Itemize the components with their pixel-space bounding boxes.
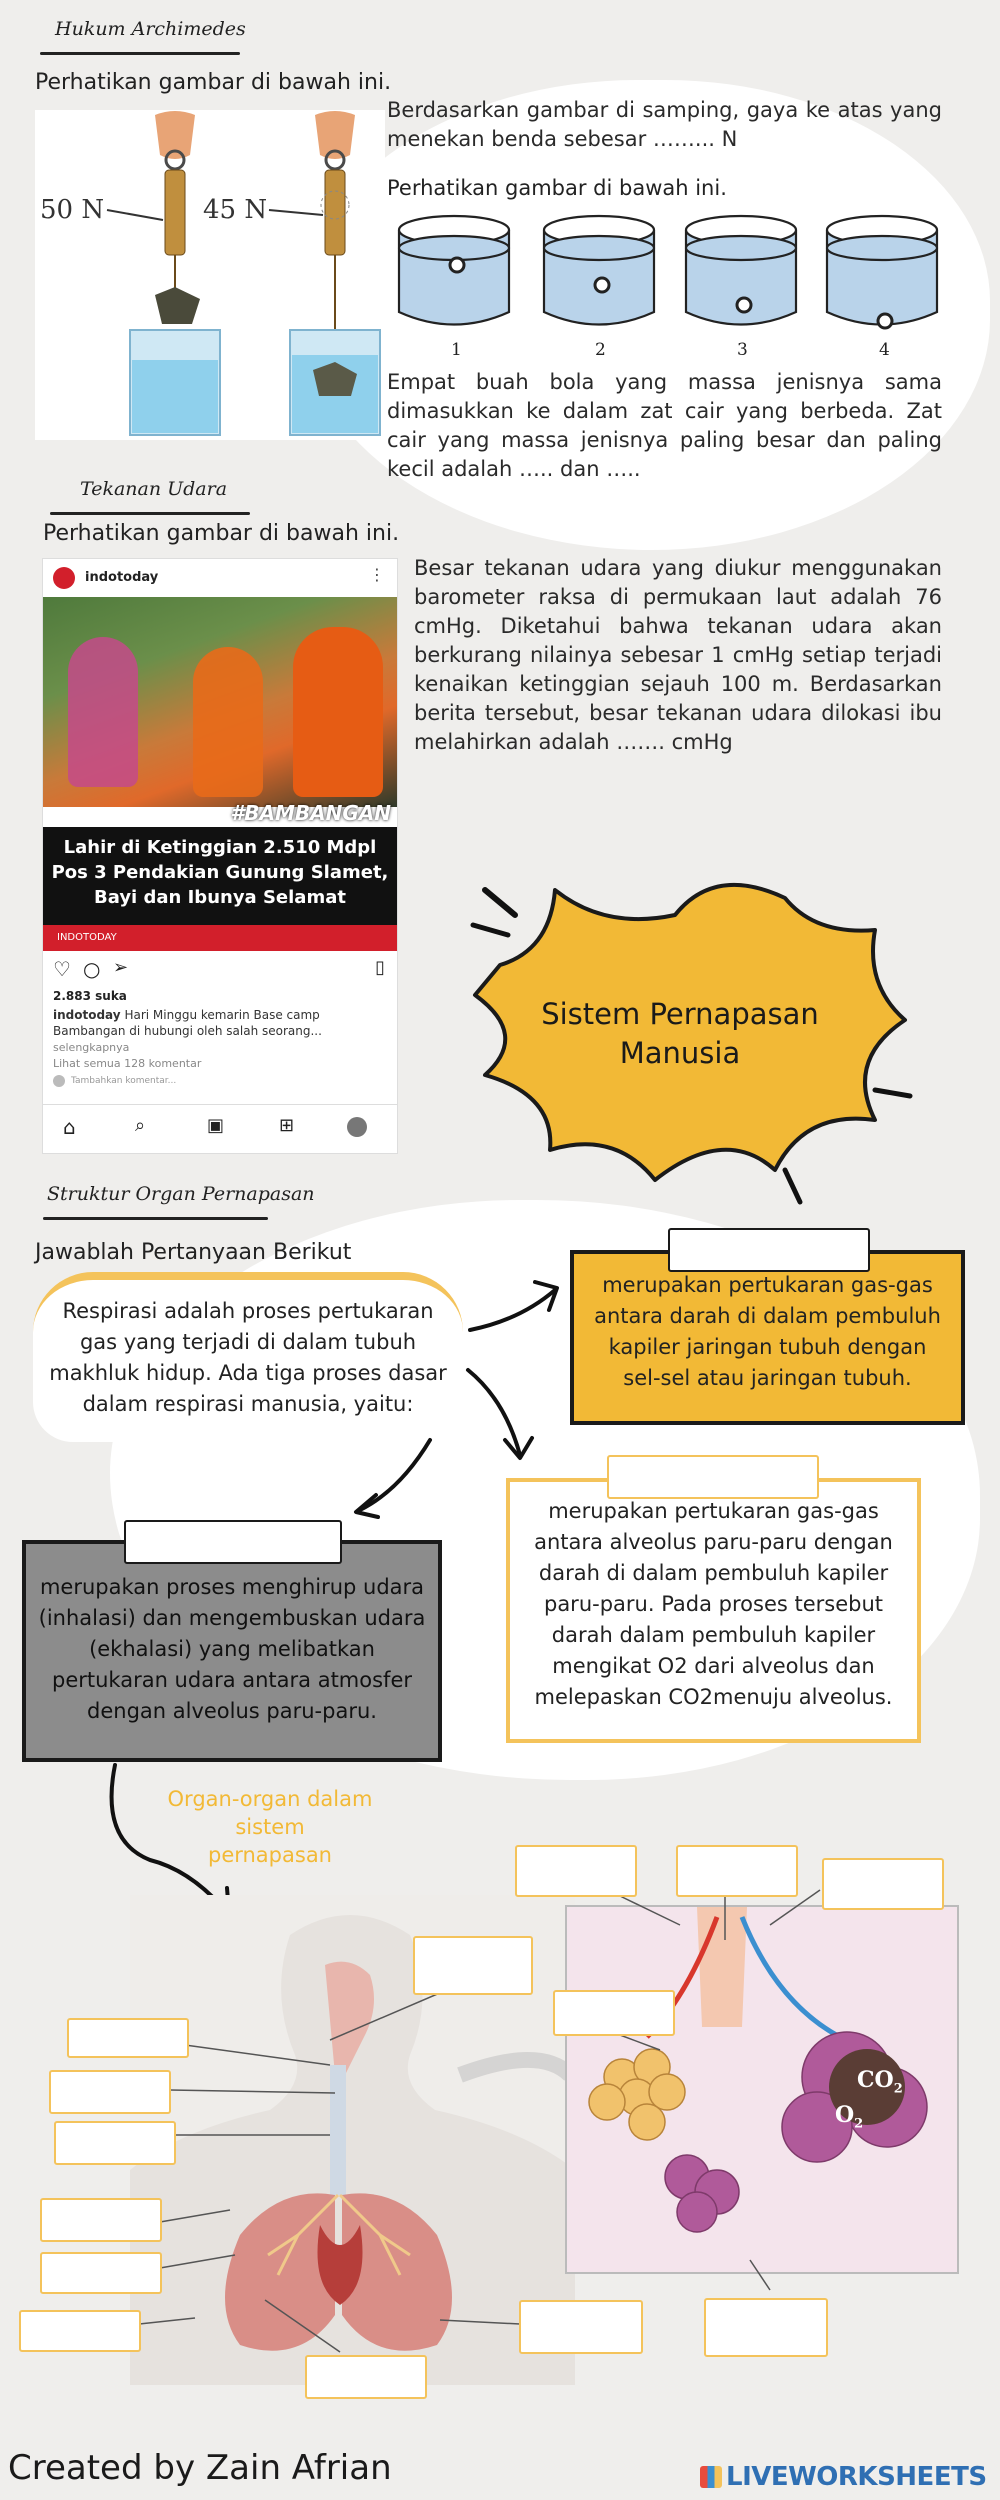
organ-input[interactable] xyxy=(42,2254,160,2292)
profile-icon[interactable] xyxy=(347,1117,367,1137)
external-respiration-input[interactable] xyxy=(609,1457,817,1497)
four-cups-diagram xyxy=(395,208,945,363)
organs-title-line-2: pernapasan xyxy=(207,1843,332,1867)
organ-label-answer-8[interactable] xyxy=(519,2300,643,2354)
co2-subscript: 2 xyxy=(893,2081,903,2097)
cup-label-1: 1 xyxy=(451,340,462,360)
cup-label-2: 2 xyxy=(595,340,606,360)
archimedes-spring-scale-image xyxy=(35,110,385,440)
comment-avatar xyxy=(53,1075,65,1087)
ventilation-answer[interactable] xyxy=(124,1520,342,1564)
external-respiration-text: merupakan pertukaran gas-gas antara alveolus paru-paru dengan darah di dalam pembuluh kapiler paru-paru. Pada proses tersebut darah dalam pembuluh kapiler mengikat O2 dari alveolus dan melepaskan CO2menuju alveolus. xyxy=(534,1499,893,1709)
organ-input[interactable] xyxy=(824,1860,942,1908)
organ-label-answer-1[interactable] xyxy=(67,2018,189,2058)
organ-input[interactable] xyxy=(678,1847,796,1895)
headline-line-3: Bayi dan Ibunya Selamat xyxy=(94,887,346,908)
organ-label-answer-6[interactable] xyxy=(19,2310,141,2352)
heading-underline xyxy=(43,1217,268,1220)
archimedes-instruction-2: Perhatikan gambar di bawah ini. xyxy=(387,176,727,200)
pressure-instruction: Perhatikan gambar di bawah ini. xyxy=(43,521,400,546)
archimedes-question-2: Empat buah bola yang massa jenisnya sama dimasukkan ke dalam zat cair yang berbeda. Zat cair yang massa jenisnya paling besar dan paling kecil adalah ….. dan ….. xyxy=(387,370,942,481)
alveoli-label-answer-1[interactable] xyxy=(515,1845,637,1897)
burst-title-line-2: Manusia xyxy=(619,1036,741,1070)
shop-icon[interactable]: ⊞ xyxy=(279,1115,295,1136)
bottom-nav-bar xyxy=(43,1104,397,1153)
like-icon[interactable]: ♡ xyxy=(53,957,71,981)
o2-label xyxy=(835,2102,863,2131)
organ-label-answer-7[interactable] xyxy=(305,2355,427,2399)
organ-input[interactable] xyxy=(517,1847,635,1895)
share-icon[interactable]: ➢ xyxy=(113,957,129,978)
organ-label-answer-2[interactable] xyxy=(49,2070,171,2114)
headline-line-1: Lahir di Ketinggian 2.510 Mdpl xyxy=(63,837,377,858)
headline-line-2: Pos 3 Pendakian Gunung Slamet, xyxy=(51,862,389,883)
search-icon[interactable]: ⌕ xyxy=(135,1115,146,1136)
caption-account: indotoday xyxy=(53,1008,121,1022)
internal-respiration-text: merupakan pertukaran gas-gas antara darah di dalam pembuluh kapiler jaringan tubuh dengan sel-sel atau jaringan tubuh. xyxy=(594,1273,941,1390)
organ-input[interactable] xyxy=(42,2200,160,2240)
o2-text: O xyxy=(835,2102,855,2128)
external-respiration-answer[interactable] xyxy=(607,1455,819,1499)
comment-icon[interactable]: ○ xyxy=(83,957,101,981)
ventilation-input[interactable] xyxy=(126,1522,340,1562)
respiration-prompt: Jawablah Pertanyaan Berikut xyxy=(35,1240,352,1265)
burst-title-line-1: Sistem Pernapasan xyxy=(541,997,819,1031)
burst-shape xyxy=(455,870,915,1210)
cup-label-4: 4 xyxy=(879,340,890,360)
add-comment-placeholder: Tambahkan komentar... xyxy=(71,1076,177,1086)
post-account: indotoday xyxy=(85,570,159,585)
news-photo xyxy=(43,597,397,807)
pressure-question: Besar tekanan udara yang diukur menggunakan barometer raksa di permukaan laut adalah 76 cmHg. Diketahui bahwa tekanan udara akan berkurang nilainya sebesar 1 cmHg setiap terjadi kenaikan ketinggian sejauh 100 m. Berdasarkan berita tersebut, besar tekanan udara dilokasi ibu melahirkan adalah ……. cmHg xyxy=(414,556,942,754)
caption-text: Hari Minggu kemarin Base camp Bambangan di hubungi oleh salah seorang... xyxy=(53,1008,322,1038)
internal-respiration-input[interactable] xyxy=(670,1230,868,1270)
liveworksheets-logo-icon xyxy=(700,2466,722,2488)
internal-respiration-card xyxy=(570,1250,965,1425)
organ-label-answer-4[interactable] xyxy=(40,2198,162,2242)
organ-input[interactable] xyxy=(69,2020,187,2056)
external-respiration-card xyxy=(506,1478,921,1743)
archimedes-heading: Hukum Archimedes xyxy=(55,18,246,40)
pressure-heading: Tekanan Udara xyxy=(80,478,228,500)
organ-label-answer-5[interactable] xyxy=(40,2252,162,2294)
cup-label-3: 3 xyxy=(737,340,748,360)
post-caption xyxy=(53,1007,383,1039)
home-icon[interactable]: ⌂ xyxy=(63,1115,76,1139)
heading-underline xyxy=(40,52,240,55)
scale-left-reading: 50 N xyxy=(40,195,105,225)
more-options-icon[interactable]: ⋮ xyxy=(369,565,385,584)
organ-input[interactable] xyxy=(706,2300,826,2355)
organ-input[interactable] xyxy=(521,2302,641,2352)
organ-label-answer-3[interactable] xyxy=(54,2121,176,2165)
add-comment-field[interactable] xyxy=(53,1075,273,1087)
ventilation-card xyxy=(22,1540,442,1762)
credit-text: Created by Zain Afrian xyxy=(8,2448,392,2488)
organs-title-line-1: Organ-organ dalam sistem xyxy=(167,1787,373,1839)
alveoli-label-answer-3[interactable] xyxy=(822,1858,944,1910)
co2-text: CO xyxy=(857,2067,894,2093)
ventilation-text: merupakan proses menghirup udara (inhalasi) dan mengembuskan udara (ekhalasi) yang melibatkan pertukaran udara antara atmosfer dengan alveolus paru-paru. xyxy=(38,1575,426,1723)
post-avatar xyxy=(53,567,75,589)
alveoli-label-answer-5[interactable] xyxy=(704,2298,828,2357)
organ-input[interactable] xyxy=(51,2072,169,2112)
alveoli-label-answer-4[interactable] xyxy=(553,1990,675,2036)
liveworksheets-brand[interactable]: LIVEWORKSHEETS xyxy=(726,2462,987,2492)
organ-input[interactable] xyxy=(555,1992,673,2034)
headline-block xyxy=(43,827,397,937)
respiration-heading: Struktur Organ Pernapasan xyxy=(47,1183,315,1205)
organ-input[interactable] xyxy=(307,2357,425,2397)
source-bar: INDOTODAY xyxy=(43,925,397,951)
instagram-post-screenshot xyxy=(42,558,398,1154)
archimedes-question-1: Berdasarkan gambar di samping, gaya ke atas yang menekan benda sebesar ……... N xyxy=(387,98,942,151)
caption-more-link[interactable]: selengkapnya xyxy=(53,1041,130,1054)
scale-right-reading: 45 N xyxy=(203,195,268,225)
intro-card xyxy=(33,1272,463,1442)
likes-count: 2.883 suka xyxy=(53,989,127,1003)
view-comments-link[interactable]: Lihat semua 128 komentar xyxy=(53,1057,202,1070)
bookmark-icon[interactable]: ▯ xyxy=(375,957,385,978)
organ-label-nasal-answer[interactable] xyxy=(413,1936,533,1995)
heading-underline xyxy=(50,512,250,515)
co2-label xyxy=(857,2067,903,2096)
organ-input[interactable] xyxy=(56,2123,174,2163)
organ-input[interactable] xyxy=(415,1938,531,1993)
alveoli-label-answer-2[interactable] xyxy=(676,1845,798,1897)
alveoli-image xyxy=(565,1905,959,2274)
o2-subscript: 2 xyxy=(854,2116,864,2132)
intro-text: Respirasi adalah proses pertukaran gas yang terjadi di dalam tubuh makhluk hidup. Ada tiga proses dasar dalam respirasi manusia, yaitu: xyxy=(49,1299,447,1416)
organ-input[interactable] xyxy=(21,2312,139,2350)
reels-icon[interactable]: ▣ xyxy=(207,1115,225,1136)
internal-respiration-answer[interactable] xyxy=(668,1228,870,1272)
hashtag-banner: #BAMBANGAN xyxy=(230,801,391,825)
organs-title xyxy=(140,1785,400,1869)
archimedes-instruction: Perhatikan gambar di bawah ini. xyxy=(35,70,392,95)
burst-title xyxy=(515,995,845,1073)
